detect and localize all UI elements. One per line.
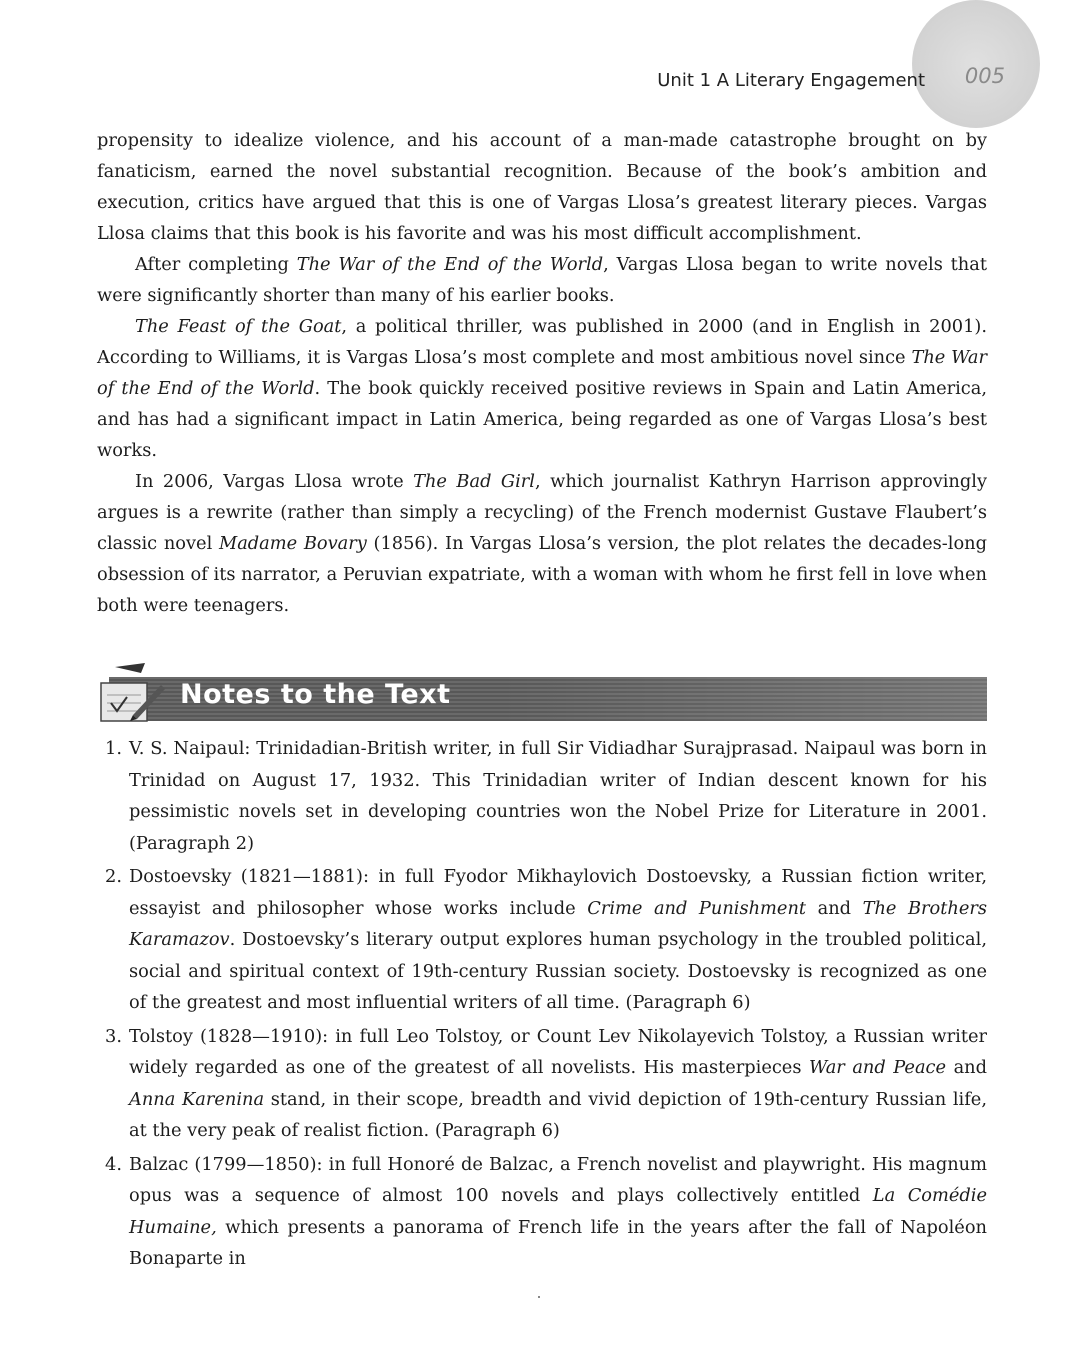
book-title: The Feast of the Goat — [135, 316, 342, 337]
paragraph: The Feast of the Goat, a political thriller, was published in 2000 (and in English in 2001). According to Williams, it is Vargas Llosa’s most complete and most ambitious novel since The War of the End of the World. The book quickly received positive reviews in Spain and Latin America, and has had a significant impact in Latin America, being regarded as one of Vargas Llosa’s best works. — [97, 316, 987, 461]
note-item: 3. Tolstoy (1828—1910): in full Leo Tolstoy, or Count Lev Nikolayevich Tolstoy, a Russian writer widely regarded as one of the greatest of all novelists. His masterpieces War and Peace and Anna Karenina stand, in their scope, breadth and vivid depiction of 19th-century Russian life, at the very peak of realist fiction. (Paragraph 6) — [97, 1021, 987, 1147]
note-number: 3. — [105, 1025, 122, 1047]
book-title: The Brothers Karamazov — [129, 897, 987, 950]
paragraph: After completing The War of the End of the World, Vargas Llosa began to write novels that were significantly shorter than many of his earlier books. — [97, 254, 988, 306]
notes-list — [97, 733, 987, 1277]
notes-section-banner — [97, 655, 987, 723]
book-title: La Comédie Humaine, — [129, 1185, 987, 1238]
note-item: 4. Balzac (1799—1850): in full Honoré de Balzac, a French novelist and playwright. His magnum opus was a sequence of almost 100 novels and plays collectively entitled La Comédie Humaine, which presents a panorama of French life in the years after the fall of Napoléon Bonaparte in — [97, 1149, 987, 1275]
note-number: 1. — [105, 738, 122, 759]
book-title: War and Peace — [808, 1057, 947, 1078]
book-title: Anna Karenina — [129, 1088, 265, 1110]
book-title: The War of the End of the World — [97, 347, 987, 399]
note-item: 1. V. S. Naipaul: Trinidadian-British writer, in full Sir Vidiadhar Surajprasad. Naipaul was born in Trinidad on August 17, 1932. This Trinidadian writer of Indian descent known for his pessimistic novels set in developing countries won the Nobel Prize for Literature in 2001. (Paragraph 2) — [97, 733, 987, 859]
page-header — [0, 62, 1065, 102]
book-title: The War of the End of the World — [296, 254, 604, 275]
page-number: 005 — [964, 64, 1005, 88]
book-title: Crime and Punishment — [587, 897, 807, 919]
paragraph: propensity to idealize violence, and his account of a man-made catastrophe brought on by fanaticism, earned the novel substantial recognition. Because of the book’s ambition and execution, critics have argued that this is one of Vargas Llosa’s greatest literary pieces. Vargas Llosa claims that this book is his favorite and was his most difficult accomplishment. — [97, 130, 987, 244]
book-title: Madame Bovary — [218, 533, 367, 554]
note-item: 2. Dostoevsky (1821—1881): in full Fyodor Mikhaylovich Dostoevsky, a Russian fiction writer, essayist and philosopher whose works include Crime and Punishment and The Brothers Karamazov. Dostoevsky’s literary output explores human psychology in the troubled political, social and spiritual context of 19th-century Russian society. Dostoevsky is recognized as one of the greatest and most influential writers of all time. (Paragraph 6) — [97, 861, 987, 1019]
paragraph: In 2006, Vargas Llosa wrote The Bad Girl, which journalist Kathryn Harrison approvingly argues is a rewrite (rather than simply a recycling) of the French modernist Gustave Flaubert’s classic novel Madame Bovary (1856). In Vargas Llosa’s version, the plot relates the decades-long obsession of its narrator, a Peruvian expatriate, with a woman with whom he first fell in love when both were teenagers. — [97, 471, 988, 616]
note-number: 4. — [105, 1153, 122, 1175]
book-title: The Bad Girl — [413, 471, 535, 492]
note-number: 2. — [105, 866, 122, 887]
notepad-pen-icon — [97, 655, 167, 723]
print-speck — [538, 1296, 540, 1298]
notes-section-title: Notes to the Text — [180, 679, 451, 710]
running-head: Unit 1 A Literary Engagement — [657, 70, 925, 91]
body-text — [97, 125, 987, 621]
